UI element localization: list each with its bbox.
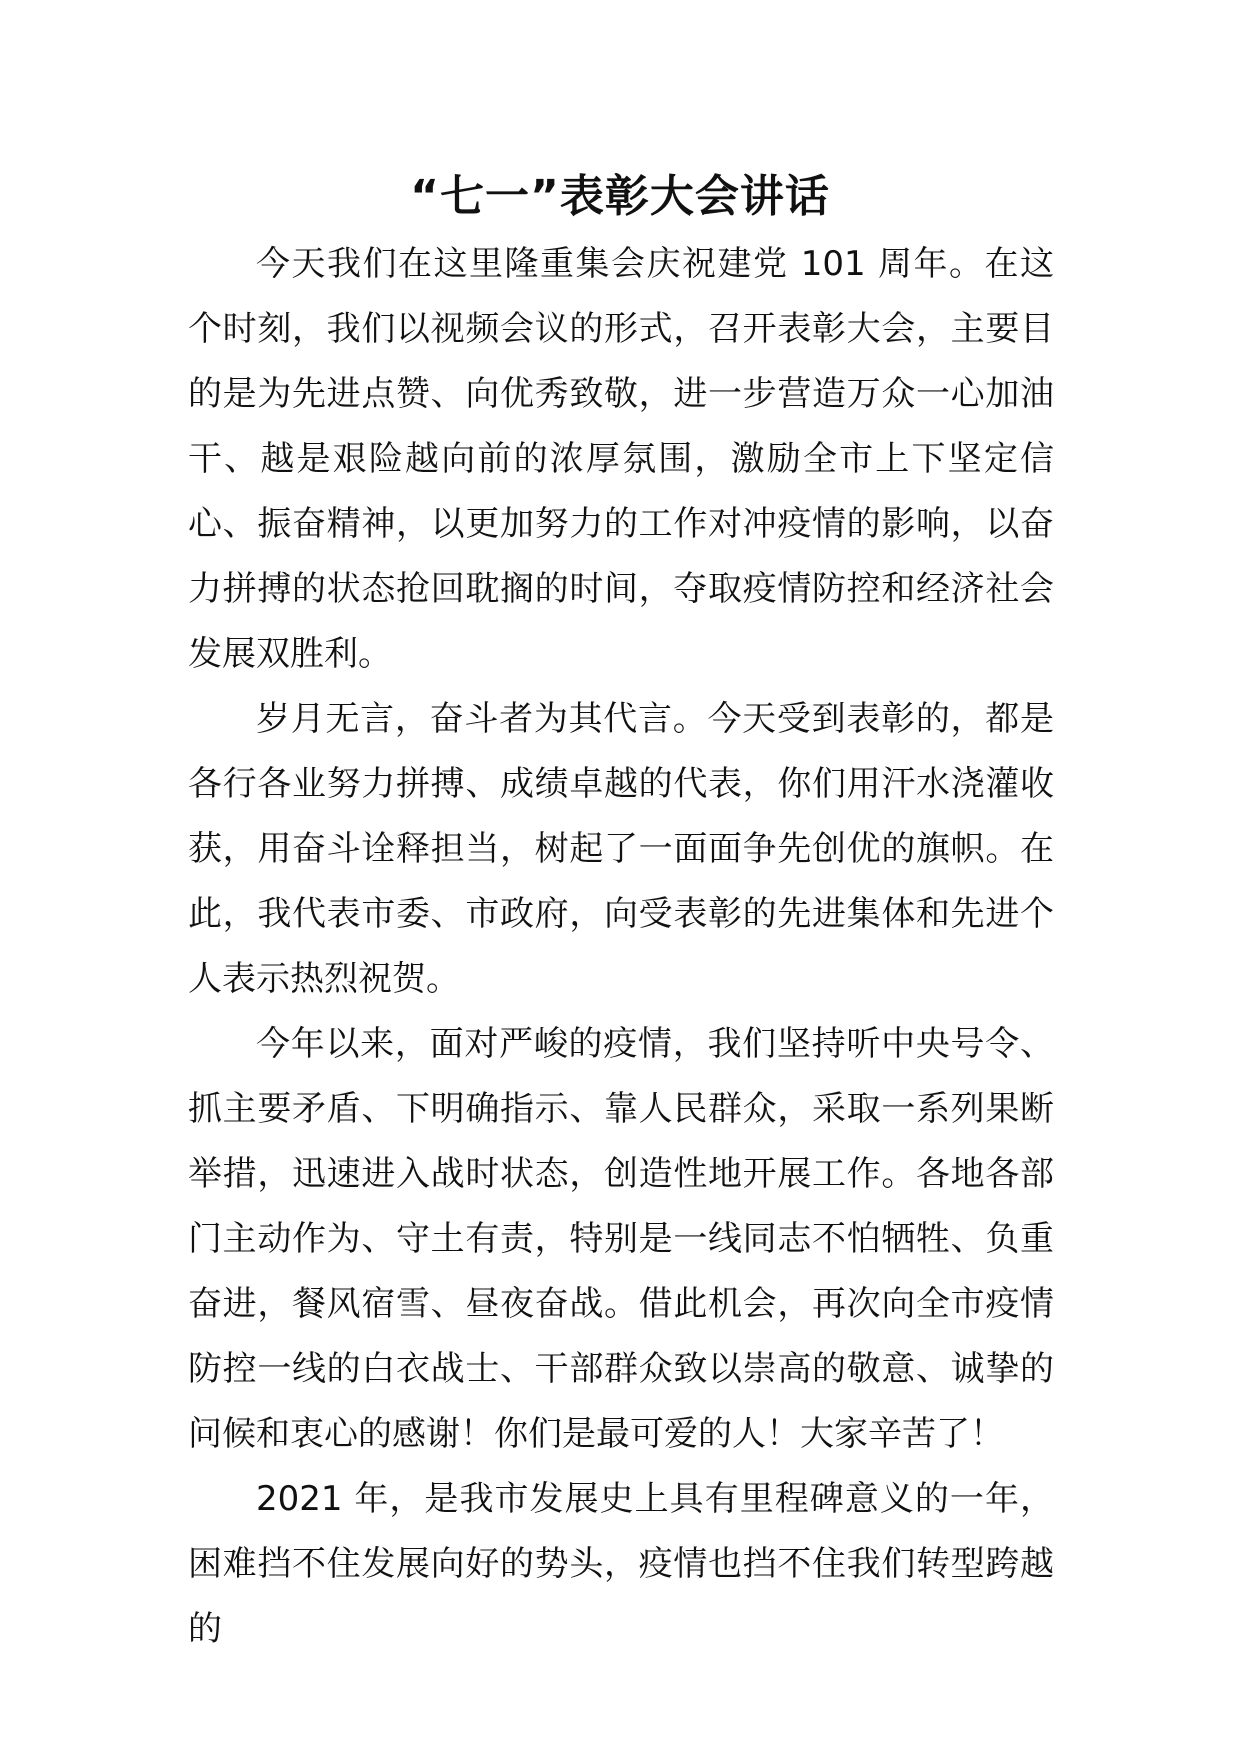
- paragraph: 岁月无言，奋斗者为其代言。今天受到表彰的，都是各行各业努力拼搏、成绩卓越的代表，你们用汗水浇灌收获，用奋斗诠释担当，树起了一面面争先创优的旗帜。在此，我代表市委、市政府，向受表彰的先进集体和先进个人表示热烈祝贺。: [188, 699, 1054, 999]
- document-title: “七一”表彰大会讲话: [410, 171, 830, 222]
- paragraph: 2021 年，是我市发展史上具有里程碑意义的一年，困难挡不住发展向好的势头，疫情也挡不住我们转型跨越的: [188, 1479, 1054, 1649]
- document-body: [188, 232, 1054, 1662]
- paragraph: 今年以来，面对严峻的疫情，我们坚持听中央号令、抓主要矛盾、下明确指示、靠人民群众，采取一系列果断举措，迅速进入战时状态，创造性地开展工作。各地各部门主动作为、守土有责，特别是一线同志不怕牺牲、负重奋进，餐风宿雪、昼夜奋战。借此机会，再次向全市疫情防控一线的白衣战士、干部群众致以崇高的敬意、诚挚的问候和衷心的感谢！你们是最可爱的人！大家辛苦了！: [188, 1024, 1054, 1454]
- paragraph: 今天我们在这里隆重集会庆祝建党 101 周年。在这个时刻，我们以视频会议的形式，召开表彰大会，主要目的是为先进点赞、向优秀致敬，进一步营造万众一心加油干、越是艰险越向前的浓厚氛围，激励全市上下坚定信心、振奋精神，以更加努力的工作对冲疫情的影响，以奋力拼搏的状态抢回耽搁的时间，夺取疫情防控和经济社会发展双胜利。: [188, 244, 1054, 674]
